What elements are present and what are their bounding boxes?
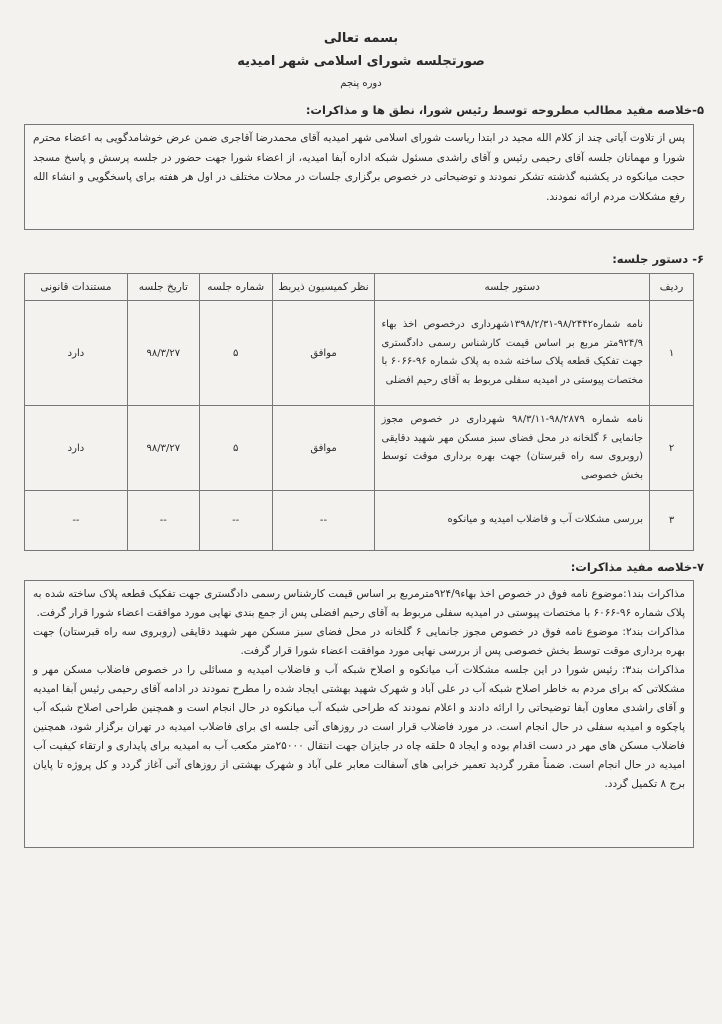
col-header-agenda: دستور جلسه (375, 274, 650, 301)
discussion-item-3: مذاکرات بند۳: رئیس شورا در این جلسه مشکلات آب میانکوه و اصلاح شبکه آب و فاضلاب امیدیه و مسائلی را در خصوص فاضلاب مسکن مهر و مشکلاتی که برای مردم به خاطر اصلاح شبکه آب در علی آباد و شهرک شهید بهشتی ایجاد شده را مطرح نمودند در ادامه آقای رحیمی رئیس آبفا امیدیه و آقای راشدی معاون آبفا توضیحاتی را ارائه دادند و اعلام نمودند که طراحی شبکه آب میانکوه در حال انجام است و همچنین طراحی اصلاح شبکه آب پاچکوه و امیدیه سفلی در حال انجام است. در مورد فاضلاب قرار است در روزهای آتی جلسه ای برای فاضلاب امیدیه در تهران برگزار شود، همچنین فاضلاب مسکن های مهر در دست اقدام بوده و ایجاد ۵ حلقه چاه در جایزان جهت انتقال ۲۵۰۰۰متر مکعب آب به امیدیه برای پایداری و ارتقاء کیفیت آب امیدیه در حال انجام است. ضمناً مقرر گردید تعمیر خرابی های آسفالت معابر علی آباد و شهرک بهشتی از روزهای آتی آغاز گردد و کل پروژه تا پایان برج ۸ تکمیل گردد. (33, 664, 685, 790)
cell-date: ۹۸/۳/۲۷ (127, 406, 199, 491)
section5-text: پس از تلاوت آیاتی چند از کلام الله مجید در ابتدا ریاست شورای اسلامی شهر امیدیه آقای محمدرضا آقاجری ضمن عرض خوشامدگویی به اعضاء محترم شورا و مهمانان جلسه آقای رحیمی رئیس و آقای راشدی مسئول شبکه اداره آبفا امیدیه، از اعضاء شورا جهت حضور در جلسه پرسش و پاسخ مسجد حجت میانکوه در یکشنبه گذشته تشکر نمودند و توضیحاتی در خصوص برگزاری جلسات در محلات مختلف در اول هر هفته برای پاسخگویی و انشاء الله رفع مشکلات مردم ارائه نمودند. (33, 132, 685, 203)
document-title: صورتجلسه شورای اسلامی شهر امیدیه (237, 54, 485, 69)
cell-legal: دارد (25, 406, 128, 491)
cell-row: ۲ (650, 406, 694, 491)
col-header-row: ردیف (650, 274, 694, 301)
council-term: دوره پنجم (340, 78, 382, 89)
cell-session-no: -- (199, 491, 272, 551)
table-row (25, 491, 694, 551)
cell-agenda: نامه شماره۹۸/۲۴۴۲-۱۳۹۸/۲/۳۱شهرداری درخصوص اخذ بهاء ۹۲۴/۹متر مربع بر اساس قیمت کارشناس رسمی دادگستری جهت تفکیک قطعه پلاک ساخته شده به پلاک شماره ۹۶-۶۰۶۶ با مختصات پیوستی در امیدیه سفلی مربوط به آقای رحیم افضلی (375, 301, 650, 406)
cell-legal: دارد (25, 301, 128, 406)
col-header-session-no: شماره جلسه (199, 274, 272, 301)
invocation: بسمه تعالی (323, 31, 399, 46)
discussion-item-1: مذاکرات بند۱:موضوع نامه فوق در خصوص اخذ بهاء۹۲۴/۹مترمربع بر اساس قیمت کارشناس رسمی دادگستری جهت تفکیک قطعه پلاک ساخته شده به پلاک شماره ۹۶-۶۰۶۶ با مختصات پیوستی در امیدیه سفلی مربوط به آقای رحیم افضلی پس از جمع بندی نهایی مورد موافقت اعضاء شورا قرار گرفت. (33, 588, 685, 619)
section6-title: ۶- دستور جلسه: (612, 252, 704, 266)
discussion-item-2: مذاکرات بند۲: موضوع نامه فوق در خصوص مجوز جانمایی ۶ گلخانه در محل فضای سبز مسکن مهر شهید دقایقی (روبروی سه راه قبرستان) جهت بهره برداری موقت توسط بخش خصوصی پس از بررسی نهایی مورد موافقت اعضاء شورا قرار گرفت. (33, 626, 686, 657)
section7-box (24, 580, 694, 848)
col-header-commission: نظر کمیسیون ذیربط (272, 274, 375, 301)
table-row (25, 301, 694, 406)
col-header-legal: مستندات قانونی (25, 274, 128, 301)
cell-row: ۱ (650, 301, 694, 406)
cell-row: ۳ (650, 491, 694, 551)
cell-commission: موافق (272, 406, 375, 491)
cell-agenda: بررسی مشکلات آب و فاضلاب امیدیه و میانکوه (375, 491, 650, 551)
cell-session-no: ۵ (199, 301, 272, 406)
table-row (25, 406, 694, 491)
cell-date: -- (127, 491, 199, 551)
cell-commission: موافق (272, 301, 375, 406)
cell-commission: -- (272, 491, 375, 551)
cell-session-no: ۵ (199, 406, 272, 491)
section5-title: ۵-خلاصه مفید مطالب مطروحه توسط رئیس شورا، نطق ها و مذاکرات: (305, 103, 704, 117)
table-header-row (25, 274, 694, 301)
cell-date: ۹۸/۳/۲۷ (127, 301, 199, 406)
section5-box (24, 124, 694, 230)
section7-title: ۷-خلاصه مفید مذاکرات: (570, 560, 704, 574)
document-header (0, 28, 722, 94)
col-header-date: تاریخ جلسه (127, 274, 199, 301)
cell-agenda: نامه شماره ۹۸/۲۸۷۹-۹۸/۳/۱۱ شهرداری در خصوص مجوز جانمایی ۶ گلخانه در محل فضای سبز مسکن مهر شهید دقایقی (روبروی سه راه قبرستان) جهت بهره برداری موقت توسط بخش خصوصی (375, 406, 650, 491)
agenda-table (24, 273, 694, 551)
cell-legal: -- (25, 491, 128, 551)
